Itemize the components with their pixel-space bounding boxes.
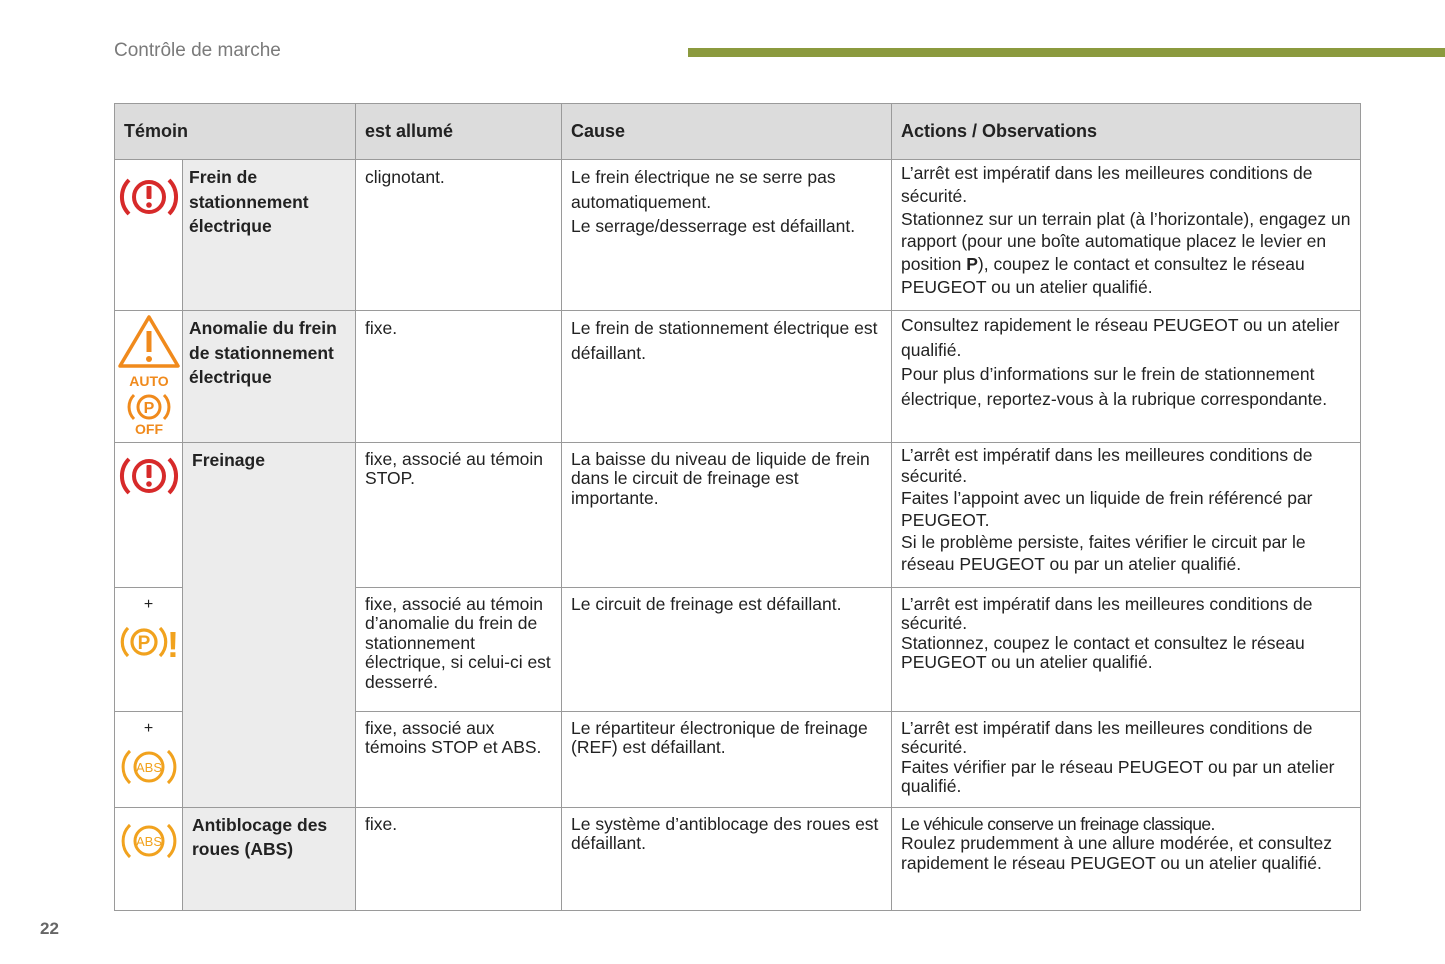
header-temoin: Témoin	[115, 104, 356, 160]
actions-text	[892, 807, 1361, 910]
table-row	[115, 311, 1361, 443]
brake-warning-red-icon	[118, 451, 180, 501]
icon-cell	[115, 311, 183, 443]
header-actions: Actions / Observations	[892, 104, 1361, 160]
p-label: P	[143, 400, 154, 417]
p-label: P	[137, 632, 150, 654]
lamp-name: Freinage	[183, 442, 356, 807]
gear-position-p: P	[966, 254, 978, 274]
actions-text-part: L’arrêt est impératif dans les meilleures conditions de sécurité. Stationnez sur un terrain plat (à l’horizontale), engagez un rapport (pour une boîte automatique placez le levier en position	[901, 163, 1351, 274]
allume-text: fixe, associé au témoin STOP.	[356, 442, 562, 587]
actions-text: L’arrêt est impératif dans les meilleures conditions de sécurité. Faites vérifier par le réseau PEUGEOT ou par un atelier qualifié.	[892, 711, 1361, 807]
actions-text	[892, 160, 1361, 311]
icon-cell	[115, 442, 183, 587]
header-allume: est allumé	[356, 104, 562, 160]
icon-cell	[115, 807, 183, 910]
page-number: 22	[40, 919, 59, 938]
plus-sign: +	[143, 595, 154, 613]
table-row	[115, 807, 1361, 910]
brake-warning-red-icon	[118, 172, 180, 222]
icon-cell	[115, 711, 183, 807]
cause-text: La baisse du niveau de liquide de frein dans le circuit de freinage est importante.	[562, 442, 892, 587]
actions-text: L’arrêt est impératif dans les meilleures conditions de sécurité. Stationnez, coupez le contact et consultez le réseau PEUGEOT ou un atelier qualifié.	[892, 587, 1361, 711]
lamp-name: Antiblocage des roues (ABS)	[183, 807, 356, 910]
table-row	[115, 442, 1361, 587]
parking-brake-fault-icon	[117, 313, 181, 437]
actions-rest: Roulez prudemment à une allure modérée, et consultez rapidement le réseau PEUGEOT ou un atelier qualifié.	[901, 833, 1332, 873]
abs-icon	[118, 744, 180, 790]
cause-text: Le système d’antiblocage des roues est défaillant.	[562, 807, 892, 910]
header-cause: Cause	[562, 104, 892, 160]
lamp-name: Anomalie du frein de stationnement électrique	[183, 311, 356, 443]
table-row	[115, 160, 1361, 311]
auto-label: AUTO	[128, 373, 169, 389]
lamp-name: Frein de stationnement électrique	[183, 160, 356, 311]
abs-icon	[118, 818, 180, 864]
warning-lights-table	[114, 103, 1361, 911]
header-accent-bar	[688, 48, 1445, 57]
icon-cell	[115, 587, 183, 711]
off-label: OFF	[134, 421, 163, 437]
actions-text-part: ), coupez le contact et consultez le réseau PEUGEOT ou un atelier qualifié.	[901, 254, 1305, 297]
cause-text: Le répartiteur électronique de freinage (REF) est défaillant.	[562, 711, 892, 807]
icon-cell	[115, 160, 183, 311]
abs-label: ABS	[135, 833, 162, 849]
plus-sign: +	[143, 719, 154, 737]
allume-text: fixe.	[356, 807, 562, 910]
allume-text: fixe, associé aux témoins STOP et ABS.	[356, 711, 562, 807]
table-header-row	[115, 104, 1361, 160]
actions-text: Consultez rapidement le réseau PEUGEOT ou un atelier qualifié. Pour plus d’informations sur le frein de stationnement électrique, reportez-vous à la rubrique correspondante.	[892, 311, 1361, 443]
cause-text: Le frein de stationnement électrique est défaillant.	[562, 311, 892, 443]
actions-text: L’arrêt est impératif dans les meilleures conditions de sécurité. Faites l’appoint avec un liquide de frein référencé par PEUGEOT. Si le problème persiste, faites vérifier le circuit par le réseau PEUGEOT ou par un atelier qualifié.	[892, 442, 1361, 587]
allume-text: fixe, associé au témoin d’anomalie du frein de stationnement électrique, si celui-ci est desserré.	[356, 587, 562, 711]
exclamation-label: !	[166, 623, 179, 664]
cause-text: Le frein électrique ne se serre pas automatiquement. Le serrage/desserrage est défaillant.	[562, 160, 892, 311]
allume-text: fixe.	[356, 311, 562, 443]
section-title: Contrôle de marche	[114, 40, 281, 61]
actions-first-line: Le véhicule conserve un freinage classique.	[901, 813, 1215, 834]
abs-label: ABS	[135, 759, 162, 775]
cause-text: Le circuit de freinage est défaillant.	[562, 587, 892, 711]
parking-brake-amber-icon	[117, 620, 181, 664]
allume-text: clignotant.	[356, 160, 562, 311]
